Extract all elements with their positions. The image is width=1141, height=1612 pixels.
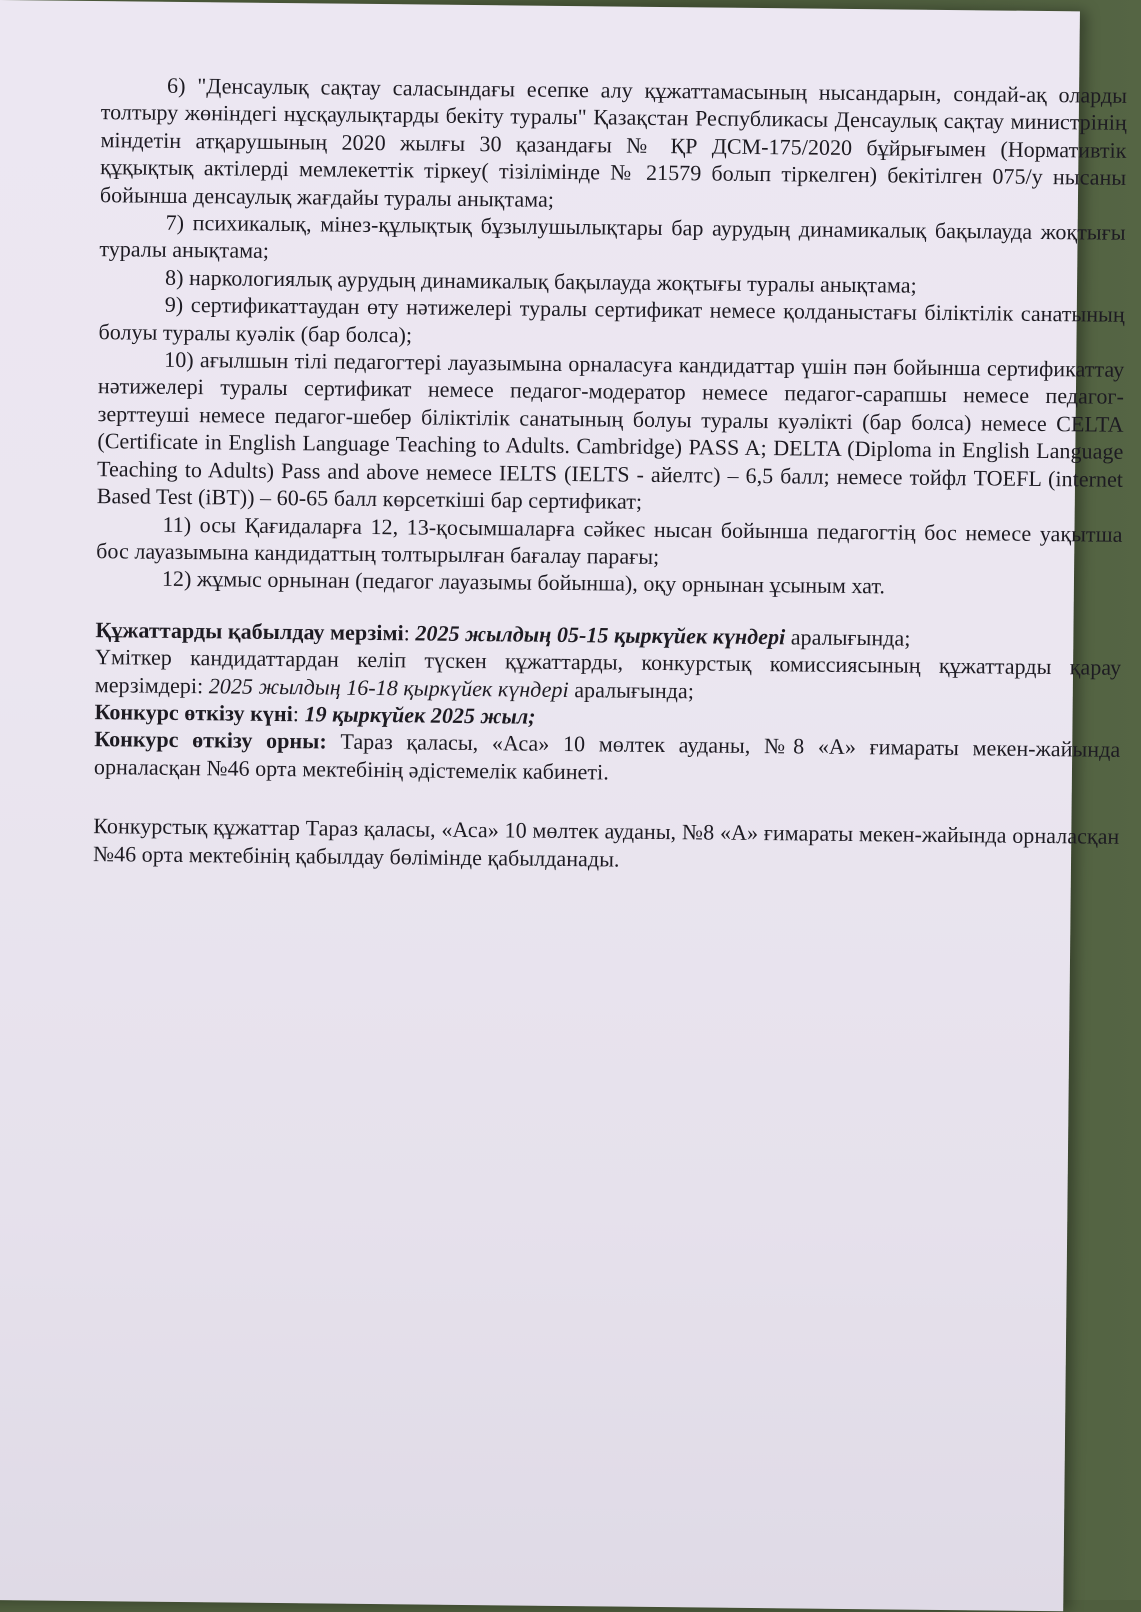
list-item-8: 8) наркологиялық аурудың динамикалық бақылауда жоқтығы туралы анықтама; (164, 264, 917, 298)
acceptance-colon: : (403, 620, 416, 646)
list-item-10: 10) ағылшын тілі педагогтері лауазымына орналасуға кандидаттар үшін пән бойынша сертификаттау нәтижелері туралы сертификат немесе педагог-модератор немесе педагог-сарапшы немесе педагог-зерттеуші немесе педагог-шебер біліктілік санатының болуы туралы куәлікті (бар болса) немесе CELTA (Certificate in English Language Teaching to Adults. Cambridge) PASS A; DELTA (Diploma in English Language Teaching to Adults) Pass and above немесе IELTS (IELTS - айелтс) – 6,5 балл; немесе тойфл TOEFL (internet Based Test (iBT)) – 60-65 балл көрсеткіші бар сертификат; (96, 346, 1125, 514)
review-suffix: аралығында; (568, 676, 695, 703)
acceptance-label: Құжаттарды қабылдау мерзімі (95, 616, 404, 646)
contest-place-label: Конкурс өткізу орны: (94, 726, 327, 754)
contest-date-value: 19 қыркүйек 2025 жыл; (304, 701, 536, 729)
contest-place-value: Тараз қаласы, «Аса» 10 мөлтек ауданы, №8 «А» ғимараты мекен-жайында орналасқан №46 орта мектебінің әдістемелік кабинеті. (93, 728, 1121, 785)
submission-note: Конкурстық құжаттар Тараз қаласы, «Аса» 10 мөлтек ауданы, №8 «А» ғимараты мекен-жайында орналасқан №46 орта мектебінің қабылдау бөлімінде қабылданады. (92, 813, 1120, 872)
contest-date-colon: : (292, 701, 305, 727)
list-item-11: 11) осы Қағидаларға 12, 13-қосымшаларға сәйкес нысан бойынша педагогтің бос немесе уақытша бос лауазымына кандидаттың толтырылған бағалау парағы; (96, 511, 1123, 569)
list-item-6: 6) "Денсаулық сақтау саласындағы есепке алу құжаттамасының нысандарын, сондай-ақ оларды толтыру жөніндегі нұсқаулықтарды бекіту туралы" Қазақстан Республикасы Денсаулық сақтау министрінің міндетін атқарушының 2020 жылғы 30 қазандағы № ҚР ДСМ-175/2020 бұйрығымен (Нормативтік құқықтық актілерді мемлекеттік тіркеу( тізілімінде № 21579 болып тіркелген) бекітілген 075/у нысаны бойынша денсаулық жағдайы туралы анықтама; (99, 72, 1128, 212)
contest-place (94, 725, 1121, 791)
acceptance-dates: 2025 жылдың 05-15 қыркүйек күндері (415, 620, 786, 650)
list-item-7: 7) психикалық, мінез-құлықтық бұзылушылықтары бар аурудың динамикалық бақылауда жоқтығы туралы анықтама; (99, 209, 1126, 264)
review-dates: 2025 жылдың 16-18 қыркүйек күндері (208, 672, 569, 702)
document-body (93, 71, 1127, 878)
acceptance-suffix: аралығында; (785, 624, 911, 651)
list-item-12: 12) жұмыс орнынан (педагог лауазымы бойынша), оқу орнынан ұсыным хат. (161, 566, 886, 599)
review-prefix: Үміткер кандидаттардан келіп түскен құжаттарды, конкурстық комиссиясының құжаттарды қарау мерзімдері: (94, 644, 1122, 698)
list-item-9: 9) сертификаттаудан өту нәтижелері туралы сертификат немесе қолданыстағы біліктілік санатының болуы туралы куәлік (бар болса); (98, 292, 1125, 348)
contest-date-label: Конкурс өткізу күні (94, 699, 293, 727)
